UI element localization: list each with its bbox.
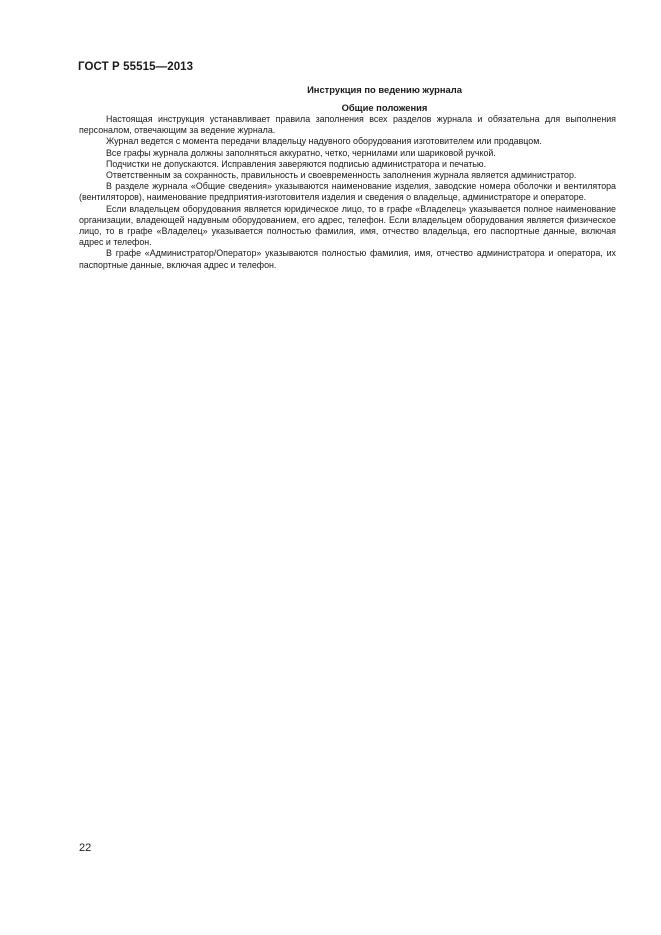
paragraph-scope: Настоящая инструкция устанавливает правила заполнения всех разделов журнала и обязательна для выполнения персоналом, отвечающим за ведение журнала. (79, 114, 616, 136)
paragraph-admin-operator: В графе «Администратор/Оператор» указываются полностью фамилия, имя, отчество администратора и оператора, их паспортные данные, включая адрес и телефон. (79, 248, 616, 270)
paragraph-start: Журнал ведется с момента передачи владельцу надувного оборудования изготовителем или продавцом. (106, 136, 542, 147)
paragraph-general-info: В разделе журнала «Общие сведения» указываются наименование изделия, заводские номера оболочки и вентилятора (вентиляторов), наименование предприятия-изготовителя изделия и сведения о владельце, администраторе и операторе. (79, 181, 616, 203)
paragraph-owner: Если владельцем оборудования является юридическое лицо, то в графе «Владелец» указывается полное наименование организации, владеющей надувным оборудованием, его адрес, телефон. Если владельцем оборудования является физическое лицо, то в графе «Владелец» указывается полностью фамилия, имя, отчество владельца, его паспортные данные, включая адрес и телефон. (79, 203, 616, 248)
paragraph-corrections: Подчистки не допускаются. Исправления заверяются подписью администратора и печатью. (106, 158, 487, 169)
document-body (79, 84, 616, 271)
standard-code: ГОСТ Р 55515—2013 (78, 61, 194, 73)
section-title: Общие положения (341, 102, 428, 113)
paragraph-filling: Все графы журнала должны заполняться аккуратно, четко, чернилами или шариковой ручкой. (106, 147, 496, 158)
page-number: 22 (79, 842, 92, 854)
paragraph-responsibility: Ответственным за сохранность, правильность и своевременность заполнения журнала является администратор. (106, 170, 577, 181)
document-title: Инструкция по ведению журнала (307, 84, 462, 95)
